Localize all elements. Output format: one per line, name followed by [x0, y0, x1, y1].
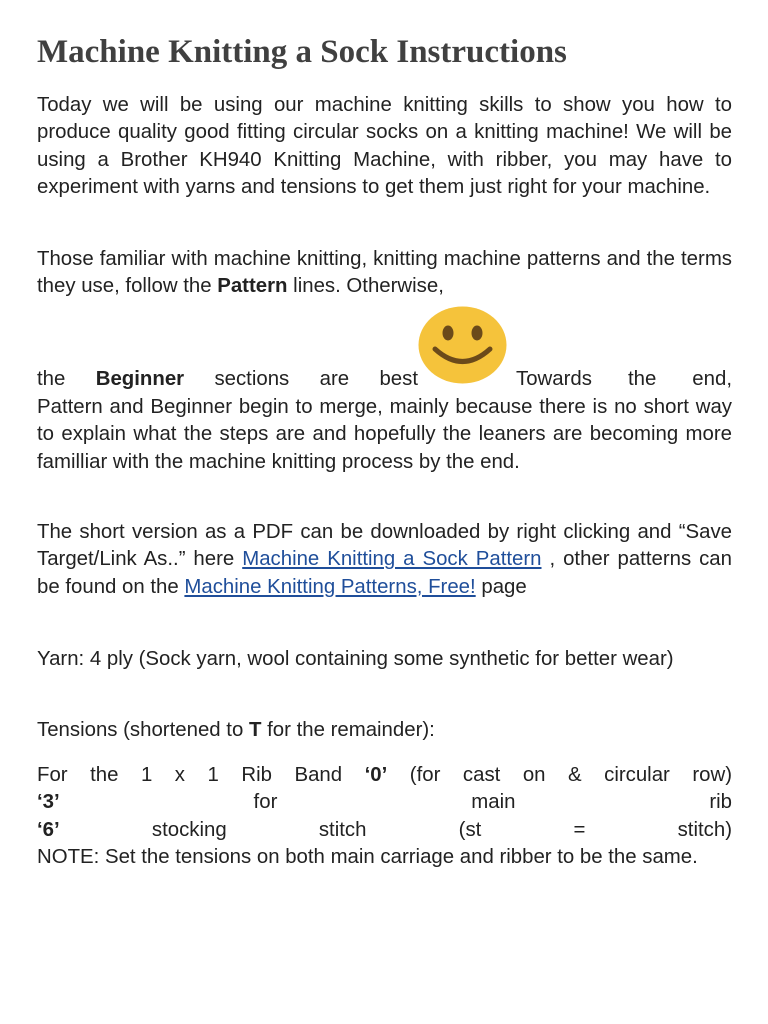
tension-abbrev: T: [248, 719, 262, 741]
pattern-keyword: Pattern: [217, 275, 288, 298]
tension-line-rib-band: For the 1 x 1 Rib Band ‘0’ (for cast on & circular row): [37, 764, 732, 786]
beginner-line-left: [37, 366, 418, 393]
smiley-face-icon: [418, 306, 507, 384]
beginner-keyword: Beginner: [95, 368, 185, 390]
tension-note: NOTE: Set the tensions on both main carriage and ribber to be the same.: [37, 846, 698, 869]
pdf-paragraph: The short version as a PDF can be downloaded by right clicking and “Save Target/Link As..” here Machine Knitting a Sock Pattern , other patterns can be found on the Machine Knitting Patterns, Free! page: [37, 521, 732, 598]
pattern-intro-paragraph: [37, 246, 732, 301]
pattern-intro-text: Those familiar with machine knitting, knitting machine patterns and the terms they use, follow the: [37, 248, 732, 298]
page-title: Machine Knitting a Sock Instructions: [37, 34, 567, 70]
intro-paragraph: Today we will be using our machine knitting skills to show you how to produce quality good fitting circular socks on a knitting machine! We will be using a Brother KH940 Knitting Machine, with ribber, you may have to experiment with yarns and tensions to get them just right for your machine.: [37, 94, 732, 199]
free-patterns-link[interactable]: Machine Knitting Patterns, Free!: [184, 575, 476, 598]
tension-list: [37, 762, 732, 872]
beginner-line-left-text: the Beginner sections are best: [37, 368, 418, 390]
tensions-heading: Tensions (shortened to T for the remainder):: [37, 719, 435, 741]
yarn-paragraph: Yarn: 4 ply (Sock yarn, wool containing some synthetic for better wear): [37, 648, 674, 670]
merge-paragraph: Pattern and Beginner begin to merge, mainly because there is no short way to explain what the steps are and hopefully the leaners are becoming more familliar with the machine knitting process by the end.: [37, 396, 732, 473]
beginner-line-right: Towards the end,: [516, 368, 732, 390]
sock-pattern-link[interactable]: Machine Knitting a Sock Pattern: [242, 548, 542, 571]
pattern-intro-text-2: lines. Otherwise,: [287, 275, 444, 298]
tension-line-main-rib: ‘3’ for main rib: [37, 791, 732, 814]
tension-line-stocking: ‘6’ stocking stitch (st = stitch): [37, 818, 732, 841]
